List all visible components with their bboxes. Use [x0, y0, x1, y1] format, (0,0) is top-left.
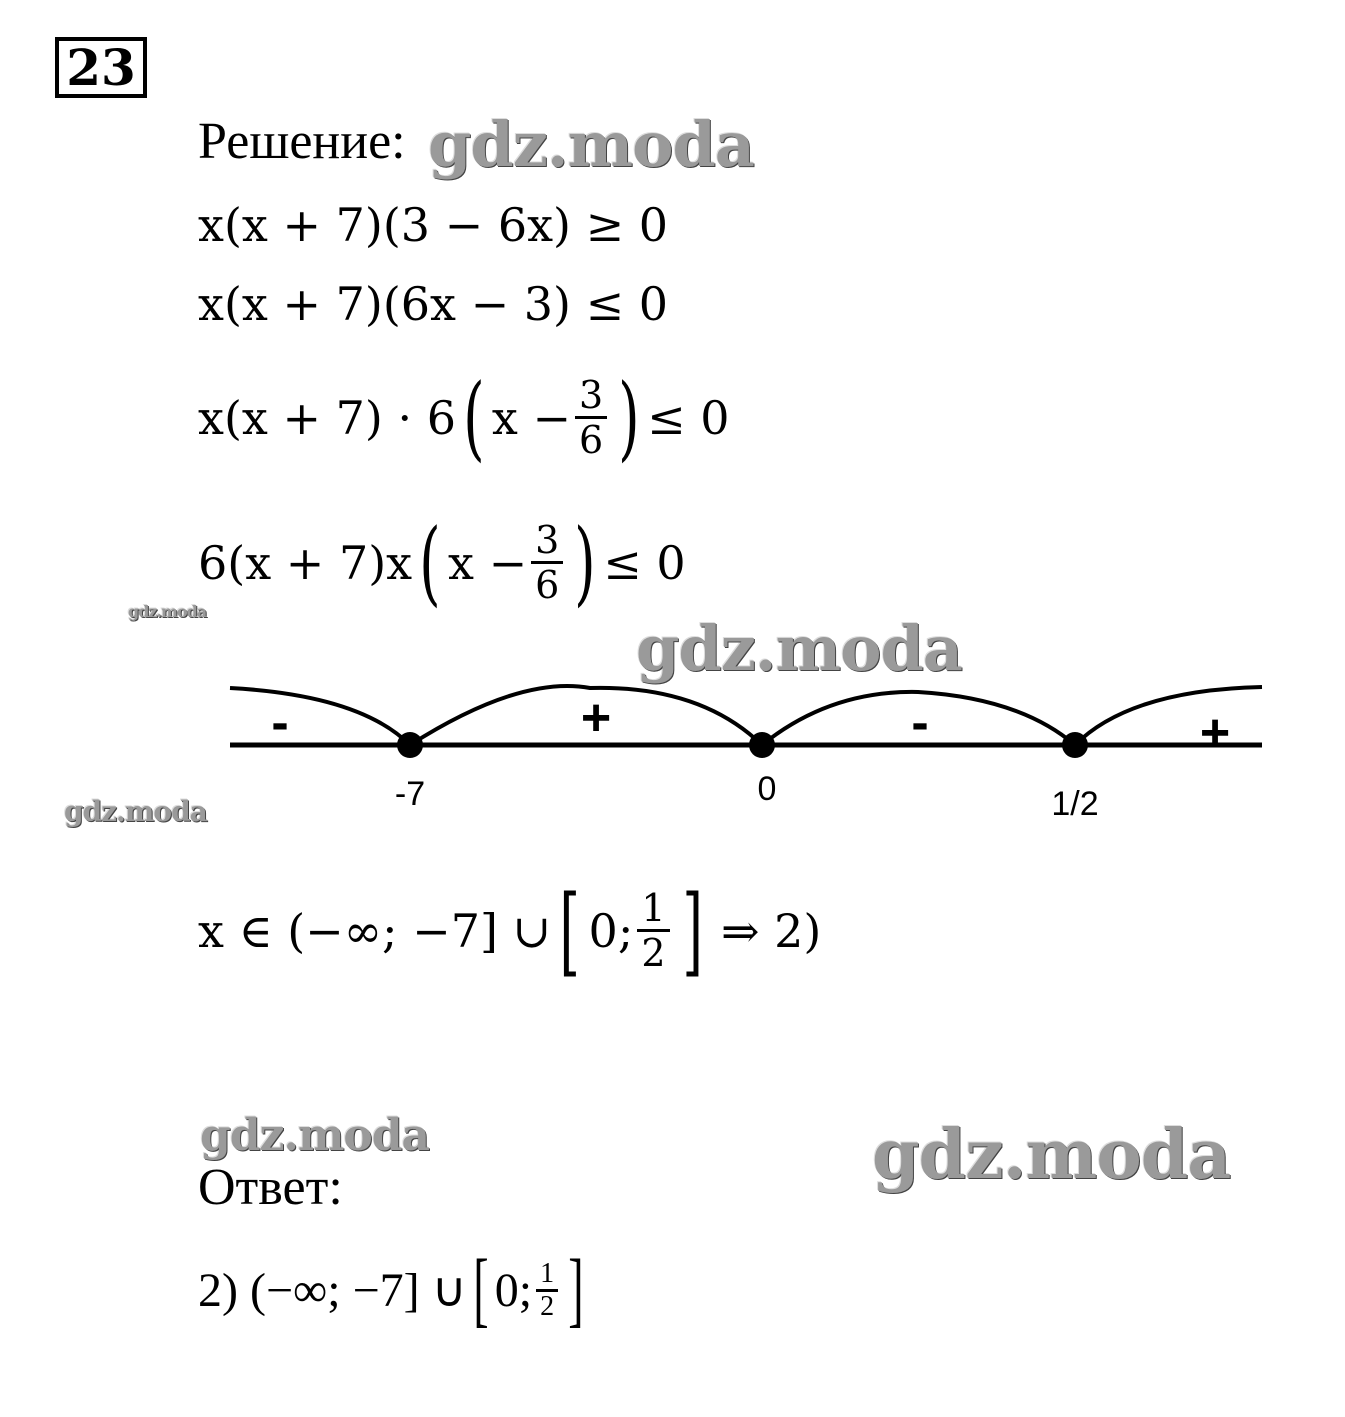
- result-frac-num: 1: [637, 887, 669, 932]
- point-marker: [397, 732, 423, 758]
- bracket-close: ]: [681, 874, 703, 987]
- paren-open: (: [463, 363, 485, 471]
- line3-fraction: [575, 374, 607, 461]
- sign-label: -: [271, 694, 289, 752]
- paren-close: ): [618, 363, 640, 471]
- answer-left: 2) (−∞; −7] ∪: [198, 1264, 467, 1317]
- answer-label: Ответ:: [198, 1159, 343, 1216]
- result-frac-den: 2: [641, 931, 666, 975]
- solution-label: Решение:: [198, 113, 406, 170]
- equation-line-4: [198, 500, 686, 625]
- sign-label: +: [1199, 704, 1231, 762]
- watermark: gdz.moda: [428, 108, 754, 181]
- result-left: x ∈ (−∞; −7] ∪: [198, 903, 552, 958]
- task-number: 23: [55, 37, 147, 98]
- answer-line: [198, 1240, 590, 1340]
- answer-fraction: [536, 1259, 558, 1322]
- watermark: gdz.moda: [872, 1115, 1231, 1195]
- point-label: 0: [757, 770, 777, 808]
- equation-line-3: [198, 355, 730, 480]
- line4-right: ≤ 0: [603, 535, 686, 590]
- watermark: gdz.moda: [200, 1110, 430, 1161]
- sign-arc: [1075, 687, 1262, 745]
- watermark: gdz.moda: [128, 602, 207, 621]
- line3-left: x(x + 7) · 6: [198, 390, 456, 445]
- equation-line-1: x(x + 7)(3 − 6x) ≥ 0: [198, 198, 669, 252]
- line4-inner: x −: [448, 535, 528, 590]
- result-line: [198, 868, 821, 993]
- answer-frac-den: 2: [540, 1290, 555, 1322]
- answer-inner: 0;: [494, 1263, 533, 1317]
- line3-frac-num: 3: [575, 374, 607, 419]
- answer-frac-num: 1: [536, 1259, 558, 1292]
- equation-line-2: x(x + 7)(6x − 3) ≤ 0: [198, 277, 669, 331]
- point-marker: [1062, 732, 1088, 758]
- watermark: gdz.moda: [64, 795, 207, 828]
- sign-label: +: [580, 689, 612, 747]
- paren-close: ): [574, 508, 597, 616]
- watermark: gdz.moda: [636, 612, 962, 685]
- point-label: 1/2: [1051, 785, 1099, 823]
- line4-frac-den: 6: [535, 563, 560, 607]
- paren-open: (: [419, 508, 441, 616]
- bracket-close: ]: [568, 1243, 584, 1336]
- result-right: ⇒ 2): [720, 903, 822, 958]
- sign-label: -: [911, 694, 929, 752]
- result-inner: 0;: [588, 903, 634, 958]
- point-marker: [749, 732, 775, 758]
- bracket-open: [: [559, 874, 581, 987]
- line4-left: 6(x + 7)x: [198, 535, 413, 590]
- bracket-open: [: [473, 1243, 489, 1336]
- line4-frac-num: 3: [531, 519, 563, 564]
- line3-inner: x −: [491, 390, 571, 445]
- line3-right: ≤ 0: [647, 390, 730, 445]
- line4-fraction: [531, 519, 563, 606]
- sign-arc: [230, 688, 410, 745]
- point-label: -7: [394, 775, 426, 813]
- result-fraction: [637, 887, 669, 974]
- line3-frac-den: 6: [578, 418, 604, 462]
